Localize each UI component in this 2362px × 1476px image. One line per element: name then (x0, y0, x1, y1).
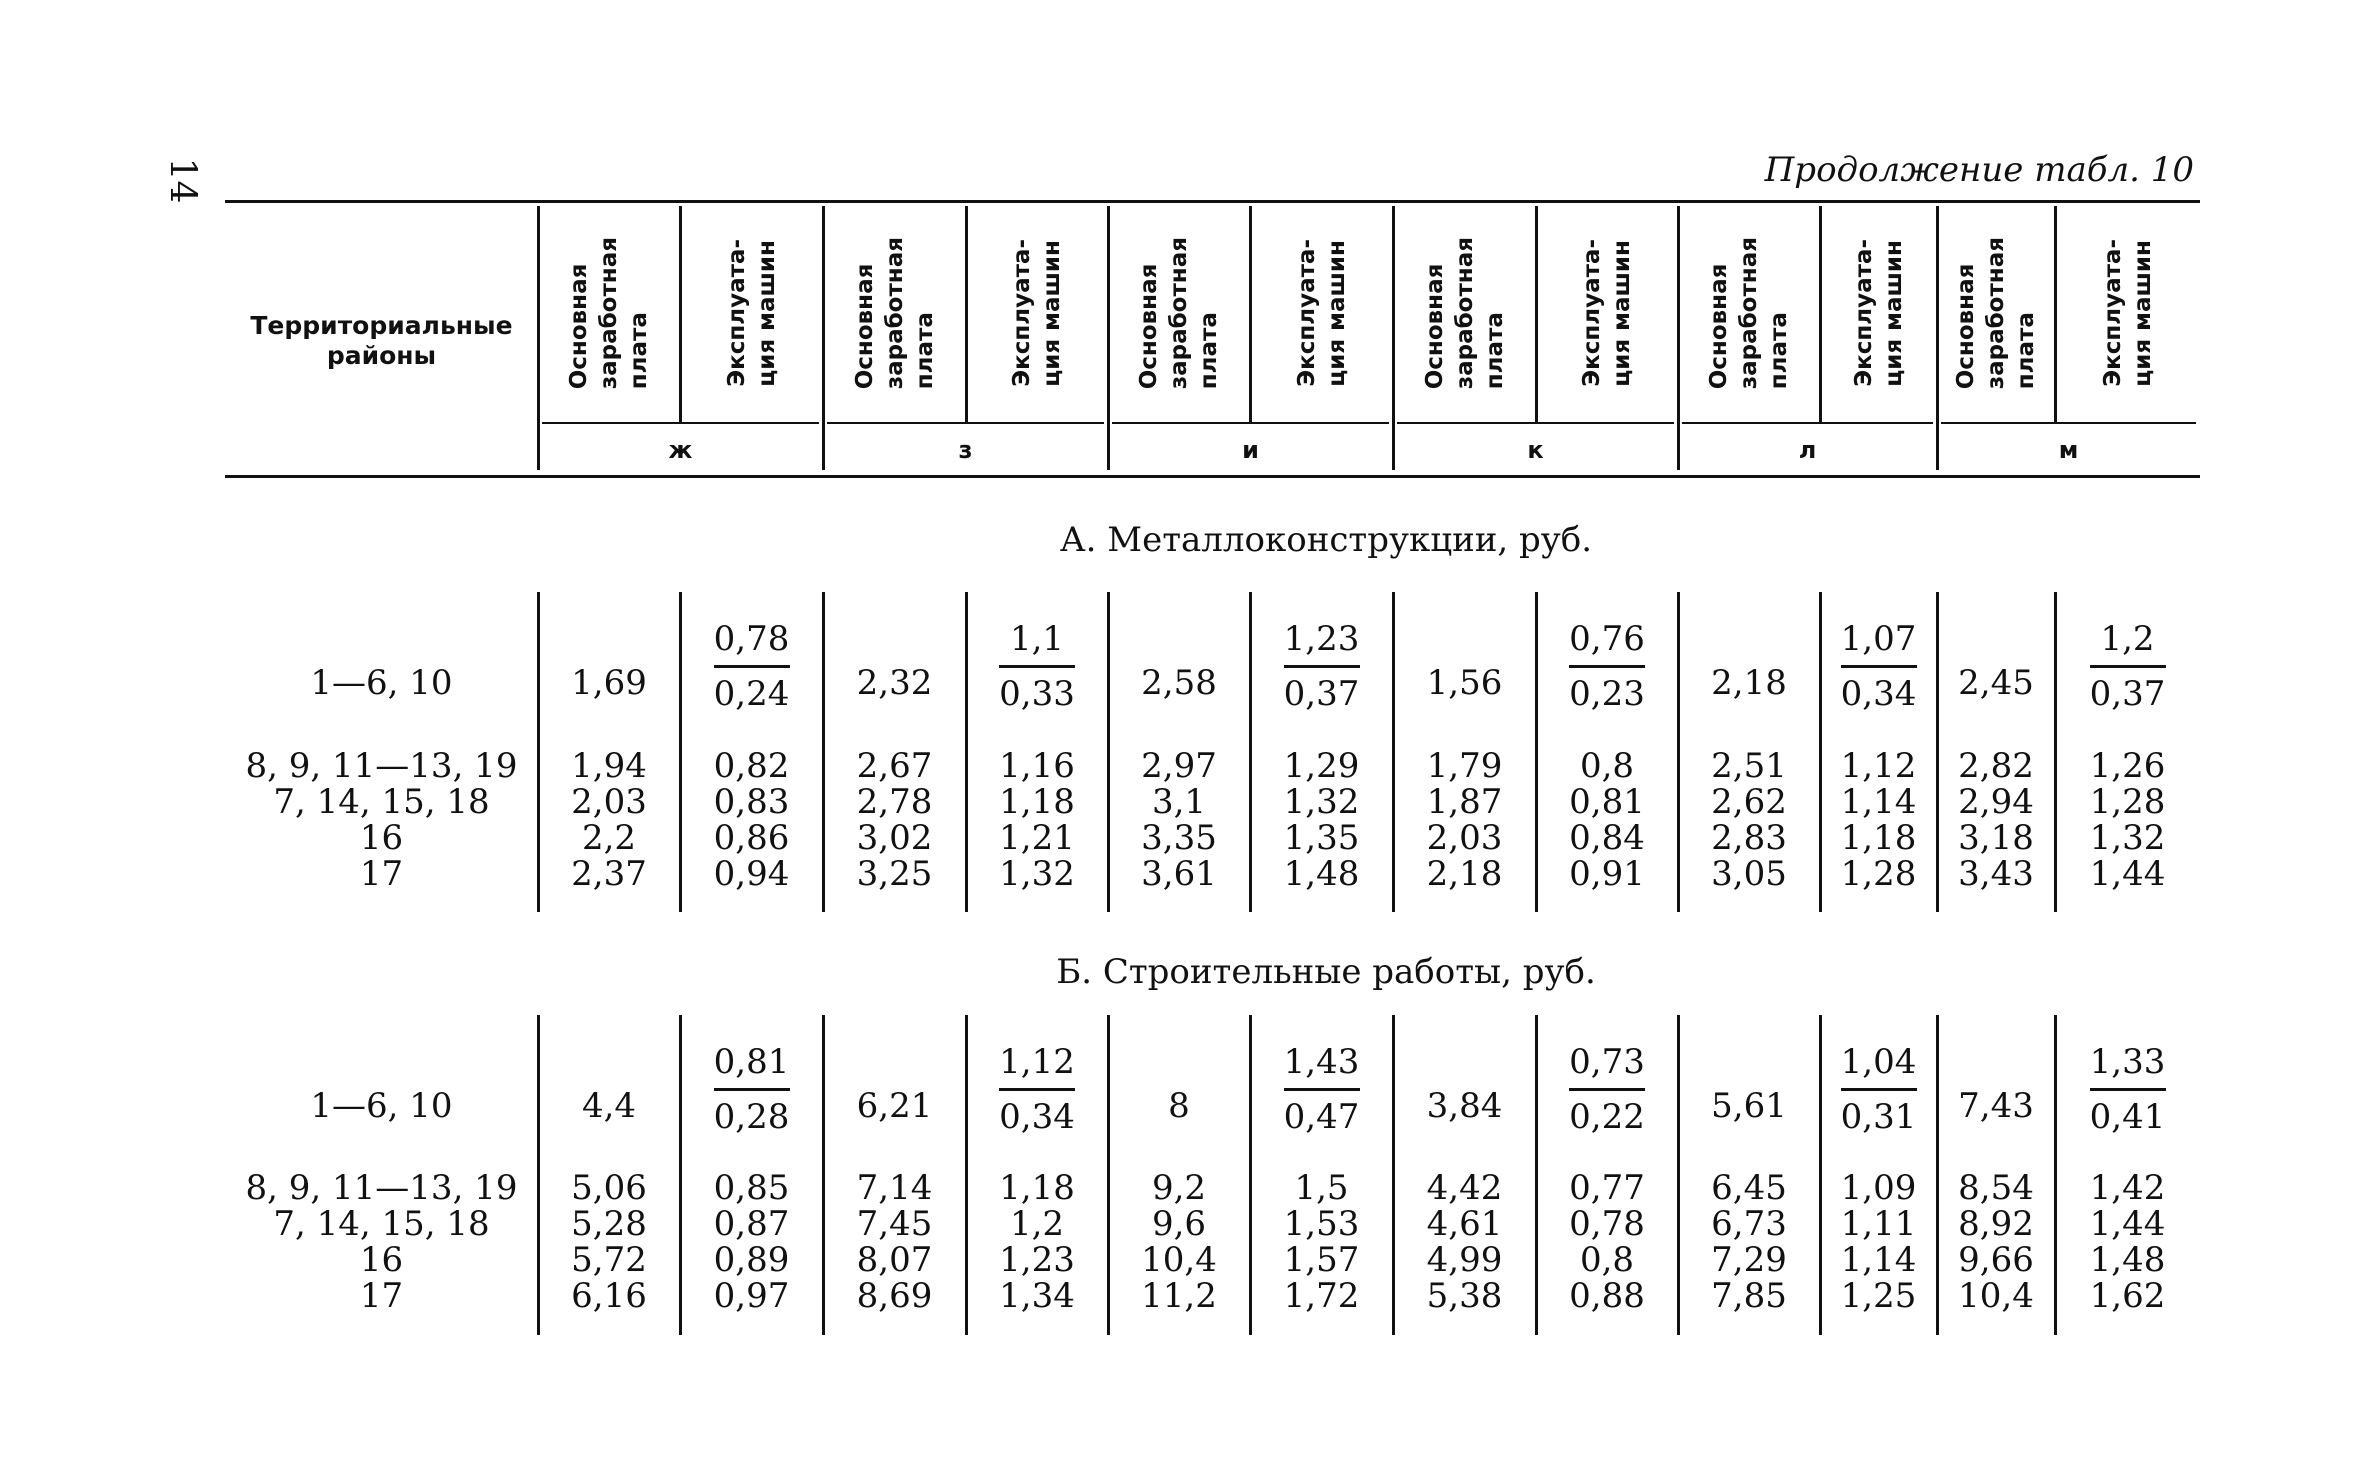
cell-value: 1,14 (1840, 782, 1917, 822)
fraction-bar (1841, 665, 1917, 668)
column-header-cell (1108, 206, 1250, 420)
fraction-value (680, 621, 823, 712)
fraction-numerator: 1,2 (2100, 619, 2155, 659)
cell-value: 1,34 (999, 1276, 1075, 1316)
cell-value: 1,42 (2089, 1168, 2166, 1208)
cell-value: 0,89 (713, 1240, 790, 1280)
fraction-bar (1569, 1088, 1645, 1091)
fraction-value (1820, 1044, 1937, 1135)
column-header-cell (1937, 206, 2055, 420)
cell-value: 5,28 (571, 1204, 647, 1244)
fraction-numerator: 0,73 (1569, 1042, 1645, 1082)
cell-value: 1,44 (2089, 1204, 2166, 1244)
fraction-bar (1569, 665, 1645, 668)
cell-value: 1,62 (2089, 1276, 2166, 1316)
cell-value: 2,67 (856, 746, 933, 786)
group-letter: и (1242, 436, 1259, 464)
cell-value: 3,18 (1958, 818, 2034, 858)
region-label: 17 (359, 854, 404, 894)
cell-value: 1,53 (1283, 1204, 1360, 1244)
fraction-denominator: 0,23 (1569, 674, 1645, 714)
cell-value: 0,84 (1569, 818, 1645, 858)
cell-value: 9,2 (1151, 1168, 1207, 1208)
region-label: 1—6, 10 (310, 1086, 453, 1126)
cell-value: 5,61 (1711, 1086, 1787, 1126)
column-header-cell (1820, 206, 1937, 420)
cell-value: 2,32 (856, 663, 933, 703)
column-header-cell (1393, 206, 1536, 420)
cell-value: 0,88 (1569, 1276, 1645, 1316)
cell-value: 1,26 (2089, 746, 2166, 786)
cell-value: 3,05 (1711, 854, 1787, 894)
cell-value: 8,69 (856, 1276, 933, 1316)
cell-value: 0,81 (1569, 782, 1645, 822)
cell-value: 7,43 (1958, 1086, 2034, 1126)
fraction-denominator: 0,28 (713, 1097, 790, 1137)
group-letter: ж (668, 436, 693, 464)
cell-value: 2,78 (856, 782, 933, 822)
fraction-bar (2090, 665, 2166, 668)
fraction-bar (999, 665, 1075, 668)
cell-value: 10,4 (1141, 1240, 1217, 1280)
fraction-denominator: 0,47 (1283, 1097, 1360, 1137)
fraction-value (1250, 1044, 1393, 1135)
column-header-label: Основная заработная плата (851, 236, 938, 390)
column-header-label: Эксплуата- ция машин (1850, 239, 1907, 387)
section-title: Б. Строительные работы, руб. (1056, 952, 1596, 992)
fraction-denominator: 0,34 (999, 1097, 1075, 1137)
fraction-denominator: 0,33 (999, 674, 1075, 714)
cell-value: 1,48 (1283, 854, 1360, 894)
region-label: 7, 14, 15, 18 (273, 1204, 490, 1244)
fraction-denominator: 0,31 (1840, 1097, 1917, 1137)
fraction-denominator: 0,24 (713, 674, 790, 714)
cell-value: 1,18 (999, 782, 1075, 822)
cell-value: 1,18 (1840, 818, 1917, 858)
group-letter: к (1527, 436, 1544, 464)
group-subrule (1682, 422, 1933, 424)
group-letter: м (2058, 436, 2079, 464)
cell-value: 0,87 (713, 1204, 790, 1244)
region-label: 8, 9, 11—13, 19 (245, 1168, 518, 1208)
cell-value: 0,97 (713, 1276, 790, 1316)
fraction-value (2055, 1044, 2200, 1135)
cell-value: 1,2 (1009, 1204, 1065, 1244)
fraction-numerator: 0,78 (713, 619, 790, 659)
cell-value: 4,4 (581, 1086, 637, 1126)
cell-value: 5,38 (1426, 1276, 1503, 1316)
cell-value: 2,03 (571, 782, 647, 822)
cell-value: 2,97 (1141, 746, 1217, 786)
cell-value: 3,43 (1958, 854, 2034, 894)
fraction-value (966, 1044, 1108, 1135)
fraction-denominator: 0,34 (1840, 674, 1917, 714)
cell-value: 9,6 (1151, 1204, 1207, 1244)
group-subrule (827, 422, 1104, 424)
cell-value: 2,2 (581, 818, 637, 858)
cell-value: 6,16 (571, 1276, 647, 1316)
cell-value: 2,94 (1958, 782, 2034, 822)
fraction-value (1536, 1044, 1678, 1135)
fraction-numerator: 0,76 (1569, 619, 1645, 659)
cell-value: 1,44 (2089, 854, 2166, 894)
cell-value: 0,94 (713, 854, 790, 894)
fraction-numerator: 1,07 (1840, 619, 1917, 659)
cell-value: 2,82 (1958, 746, 2034, 786)
group-subrule (542, 422, 819, 424)
fraction-value (2055, 621, 2200, 712)
cell-value: 1,48 (2089, 1240, 2166, 1280)
fraction-bar (714, 1088, 790, 1091)
cell-value: 1,18 (999, 1168, 1075, 1208)
column-header-cell (823, 206, 966, 420)
cell-value: 0,78 (1569, 1204, 1645, 1244)
cell-value: 1,14 (1840, 1240, 1917, 1280)
cell-value: 2,37 (571, 854, 647, 894)
cell-value: 1,69 (571, 663, 647, 703)
cell-value: 2,58 (1141, 663, 1217, 703)
cell-value: 2,45 (1958, 663, 2034, 703)
cell-value: 1,35 (1283, 818, 1360, 858)
fraction-value (1250, 621, 1393, 712)
region-label: 8, 9, 11—13, 19 (245, 746, 518, 786)
fraction-denominator: 0,37 (1283, 674, 1360, 714)
cell-value: 7,14 (856, 1168, 933, 1208)
cell-value: 2,51 (1711, 746, 1787, 786)
group-subrule (1397, 422, 1674, 424)
fraction-numerator: 0,81 (713, 1042, 790, 1082)
cell-value: 5,06 (571, 1168, 647, 1208)
cell-value: 1,57 (1283, 1240, 1360, 1280)
cell-value: 7,29 (1711, 1240, 1787, 1280)
region-header-title: Территориальные районы (250, 311, 513, 370)
fraction-denominator: 0,41 (2089, 1097, 2166, 1137)
cell-value: 1,12 (1840, 746, 1917, 786)
cell-value: 2,62 (1711, 782, 1787, 822)
cell-value: 1,09 (1840, 1168, 1917, 1208)
cell-value: 1,11 (1840, 1204, 1917, 1244)
cell-value: 4,99 (1426, 1240, 1503, 1280)
cell-value: 9,66 (1958, 1240, 2034, 1280)
cell-value: 7,45 (856, 1204, 933, 1244)
fraction-bar (1841, 1088, 1917, 1091)
cell-value: 8 (1168, 1086, 1190, 1126)
cell-value: 1,25 (1840, 1276, 1917, 1316)
cell-value: 4,42 (1426, 1168, 1503, 1208)
cell-value: 1,29 (1283, 746, 1360, 786)
cell-value: 1,23 (999, 1240, 1075, 1280)
column-header-cell (1250, 206, 1393, 420)
header-top-rule (225, 200, 2200, 203)
column-header-label: Эксплуата- ция машин (1009, 239, 1065, 387)
group-subrule (1112, 422, 1389, 424)
fraction-bar (1284, 1088, 1360, 1091)
cell-value: 1,28 (2089, 782, 2166, 822)
cell-value: 4,61 (1426, 1204, 1503, 1244)
fraction-numerator: 1,23 (1283, 619, 1360, 659)
cell-value: 1,32 (2089, 818, 2166, 858)
group-subrule (1941, 422, 2196, 424)
column-header-cell (966, 206, 1108, 420)
cell-value: 0,83 (713, 782, 790, 822)
cell-value: 1,32 (999, 854, 1075, 894)
fraction-numerator: 1,43 (1283, 1042, 1360, 1082)
fraction-numerator: 1,12 (999, 1042, 1075, 1082)
fraction-value (1820, 621, 1937, 712)
cell-value: 0,85 (713, 1168, 790, 1208)
cell-value: 6,21 (856, 1086, 933, 1126)
fraction-value (966, 621, 1108, 712)
cell-value: 1,28 (1840, 854, 1917, 894)
fraction-value (680, 1044, 823, 1135)
cell-value: 8,07 (856, 1240, 933, 1280)
cell-value: 1,94 (571, 746, 647, 786)
cell-value: 5,72 (571, 1240, 647, 1280)
cell-value: 1,56 (1426, 663, 1503, 703)
fraction-denominator: 0,22 (1569, 1097, 1645, 1137)
cell-value: 3,02 (856, 818, 933, 858)
cell-value: 2,03 (1426, 818, 1503, 858)
cell-value: 0,8 (1579, 1240, 1635, 1280)
fraction-denominator: 0,37 (2089, 674, 2166, 714)
column-header-label: Основная заработная плата (1136, 236, 1222, 390)
region-label: 1—6, 10 (310, 663, 453, 703)
group-letter: з (958, 436, 973, 464)
cell-value: 8,54 (1958, 1168, 2034, 1208)
column-header-label: Основная заработная плата (1421, 236, 1508, 390)
column-header-label: Основная заработная плата (566, 236, 652, 390)
region-header-cell (225, 206, 538, 476)
column-header-cell (2055, 206, 2200, 420)
cell-value: 3,1 (1151, 782, 1207, 822)
column-header-label: Эксплуата- ция машин (2099, 239, 2156, 387)
column-header-cell (1678, 206, 1820, 420)
section-title: А. Металлоконструкции, руб. (1059, 520, 1593, 560)
cell-value: 3,61 (1141, 854, 1217, 894)
cell-value: 1,87 (1426, 782, 1503, 822)
fraction-bar (1284, 665, 1360, 668)
column-header-cell (1536, 206, 1678, 420)
fraction-numerator: 1,04 (1840, 1042, 1917, 1082)
column-header-label: Эксплуата- ция машин (1293, 239, 1350, 387)
cell-value: 1,21 (999, 818, 1075, 858)
region-label: 7, 14, 15, 18 (273, 782, 490, 822)
cell-value: 6,73 (1711, 1204, 1787, 1244)
column-header-label: Эксплуата- ция машин (723, 239, 780, 387)
cell-value: 2,83 (1711, 818, 1787, 858)
fraction-value (1536, 621, 1678, 712)
cell-value: 1,79 (1426, 746, 1503, 786)
group-letter: л (1798, 436, 1817, 464)
cell-value: 11,2 (1141, 1276, 1217, 1316)
region-label: 16 (359, 818, 404, 858)
column-header-label: Основная заработная плата (1953, 236, 2039, 390)
column-header-cell (538, 206, 680, 420)
cell-value: 3,84 (1426, 1086, 1503, 1126)
cell-value: 2,18 (1711, 663, 1787, 703)
cell-value: 10,4 (1958, 1276, 2034, 1316)
fraction-bar (714, 665, 790, 668)
table-caption: Продолжение табл. 10 (1764, 150, 2194, 190)
cell-value: 7,85 (1711, 1276, 1787, 1316)
fraction-numerator: 1,33 (2089, 1042, 2166, 1082)
fraction-bar (999, 1088, 1075, 1091)
cell-value: 6,45 (1711, 1168, 1787, 1208)
cell-value: 0,8 (1579, 746, 1635, 786)
cell-value: 3,35 (1141, 818, 1217, 858)
column-header-label: Эксплуата- ция машин (1579, 239, 1635, 387)
cell-value: 1,5 (1294, 1168, 1349, 1208)
region-label: 16 (359, 1240, 404, 1280)
cell-value: 0,82 (713, 746, 790, 786)
cell-value: 0,86 (713, 818, 790, 858)
column-header-label: Основная заработная плата (1706, 236, 1792, 390)
page-number: 14 (161, 157, 203, 204)
cell-value: 0,77 (1569, 1168, 1645, 1208)
fraction-numerator: 1,1 (1009, 619, 1065, 659)
cell-value: 8,92 (1958, 1204, 2034, 1244)
column-header-cell (680, 206, 823, 420)
cell-value: 1,16 (999, 746, 1075, 786)
fraction-bar (2090, 1088, 2166, 1091)
cell-value: 2,18 (1426, 854, 1503, 894)
cell-value: 3,25 (856, 854, 933, 894)
cell-value: 1,32 (1283, 782, 1360, 822)
region-label: 17 (359, 1276, 404, 1316)
cell-value: 0,91 (1569, 854, 1645, 894)
cell-value: 1,72 (1283, 1276, 1360, 1316)
